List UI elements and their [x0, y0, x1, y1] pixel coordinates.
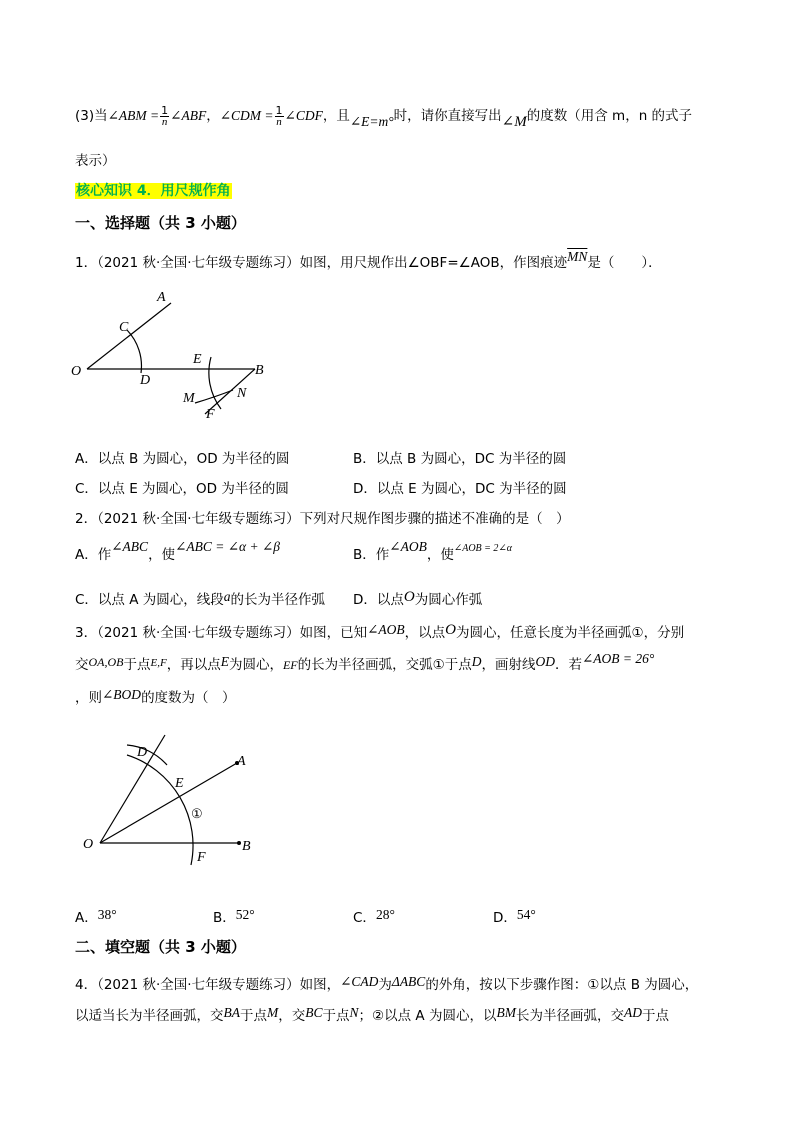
q3-part-sep1: ，: [206, 108, 220, 124]
frac-num: 1: [275, 103, 283, 117]
frac-den: n: [276, 115, 282, 128]
q2-b-pre: B．作: [353, 547, 390, 563]
label-b: B: [242, 839, 251, 854]
q3-a-val: 38°: [97, 907, 117, 922]
q1-option-a[interactable]: A．以点 B 为圆心，OD 为半径的圆: [75, 451, 290, 467]
q2-b-m1: ∠AOB: [389, 539, 427, 554]
q3-part-sep2: ，且: [322, 108, 350, 124]
q3-option-b[interactable]: [213, 906, 255, 926]
q1-stem: [75, 251, 662, 271]
frac-num: 1: [161, 103, 169, 117]
q2-c-post: 的长为半径作弧: [230, 592, 325, 608]
q4-l2-m2: M: [267, 1005, 279, 1020]
q4-l1-a: 4．（2021 秋·全国·七年级专题练习）如图，: [75, 977, 341, 993]
q3-b-pre: B．: [213, 910, 236, 926]
q3-d-val: 54°: [516, 907, 536, 922]
q3-l2-f: ，画射线: [481, 657, 536, 673]
q4-stem-line1: [75, 973, 698, 993]
q1-figure: [65, 285, 285, 425]
section-heading-choice: 一、选择题（共 3 小题）: [75, 214, 246, 232]
q3-part-expr3: ∠E=m°: [349, 114, 394, 129]
arc-mn: [195, 390, 233, 403]
q4-l2-m3: BC: [305, 1005, 323, 1020]
fraction: [275, 105, 284, 128]
q4-l2-b: 于点: [240, 1008, 267, 1024]
q3-l2-m2: E,F: [150, 657, 167, 669]
q2-c-m: a: [223, 589, 231, 604]
q2-b-m2: ∠AOB = 2∠α: [453, 543, 513, 554]
q2-option-c[interactable]: [75, 588, 325, 608]
q4-l2-e: ；②以点 A 为圆心，以: [358, 1008, 497, 1024]
label-o: O: [83, 837, 94, 852]
q3-d-pre: D．: [493, 910, 517, 926]
q3-part-expr4: ∠M: [501, 114, 527, 130]
q2-stem: 2．（2021 秋·全国·七年级专题练习）下列对尺规作图步骤的描述不准确的是（ ）: [75, 511, 570, 527]
fraction: [160, 105, 169, 128]
q3-a-pre: A．: [75, 910, 98, 926]
frac-den: n: [161, 115, 168, 128]
q2-a-mid: ，使: [148, 547, 176, 563]
label-a: A: [157, 290, 166, 305]
q3-c-pre: C．: [353, 910, 376, 926]
q3-l1-c: 为圆心，任意长度为半径画弧①，分别: [455, 625, 685, 641]
label-m: M: [183, 391, 195, 406]
label-c: C: [119, 320, 129, 335]
label-n: N: [237, 386, 247, 401]
q2-a-m1: ∠ABC: [111, 539, 149, 554]
q3-l2-d: 为圆心，: [228, 657, 283, 673]
q4-l2-g: 于点: [641, 1008, 669, 1024]
q4-l2-m5: BM: [496, 1005, 516, 1020]
ray-od: [100, 735, 165, 843]
q3-l1-b: ，以点: [404, 625, 446, 641]
q3-l1-a: 3．（2021 秋·全国·七年级专题练习）如图，已知: [75, 625, 368, 641]
q3-l2-b: 于点: [123, 657, 151, 673]
label-d: D: [140, 373, 151, 388]
q3-part-expr1: ∠ABM =: [107, 108, 160, 123]
q4-l2-m1: BA: [223, 1005, 240, 1020]
q3-c-val: 28°: [375, 907, 395, 922]
q4-l2-c: ，交: [278, 1008, 306, 1024]
q2-option-a[interactable]: [75, 539, 281, 563]
q4-stem-line2: [75, 1004, 669, 1024]
q3-part-line1: [75, 104, 692, 128]
q4-l1-m2: ΔABC: [391, 974, 426, 989]
q3-stem-line2: [75, 653, 654, 673]
label-d: D: [137, 745, 148, 760]
q1-option-c[interactable]: C．以点 E 为圆心，OD 为半径的圆: [75, 481, 289, 497]
label-e: E: [193, 352, 202, 367]
core-knowledge-heading: [75, 180, 232, 200]
q3-l2-m4: EF: [282, 658, 298, 672]
label-f: F: [197, 850, 206, 865]
q2-d-post: 为圆心作弧: [414, 592, 483, 608]
q3-l2-m5: D: [471, 654, 482, 669]
q3-stem-line3: [75, 686, 236, 706]
q3-l3-m1: ∠BOD: [102, 687, 142, 702]
q2-d-m: O: [403, 589, 415, 605]
q3-part-expr1b: ∠ABF: [170, 108, 207, 123]
arc-1: [127, 755, 193, 865]
q2-a-pre: A．作: [75, 547, 112, 563]
q3-l2-m1: OA,OB: [88, 655, 124, 669]
q3-b-val: 52°: [235, 907, 255, 922]
q2-a-m2: ∠ABC = ∠α + ∠β: [175, 539, 281, 554]
q3-l2-m6: OD: [535, 654, 555, 669]
label-e: E: [175, 776, 184, 791]
q3-stem-line1: [75, 621, 684, 642]
q1-arc-mn: $\overline{MN}$: [567, 249, 588, 264]
q4-l2-d: 于点: [322, 1008, 350, 1024]
q4-l2-m4: N: [349, 1005, 359, 1020]
q3-part-expr2: ∠CDM =: [219, 108, 274, 123]
q3-option-a[interactable]: [75, 906, 117, 926]
section-heading-fill: 二、填空题（共 3 小题）: [75, 938, 246, 956]
q3-part-prefix: (3)当: [75, 108, 108, 124]
q2-b-mid: ，使: [426, 547, 454, 563]
q2-option-b[interactable]: [353, 539, 513, 563]
label-b: B: [255, 363, 264, 378]
q3-l2-a: 交: [75, 657, 89, 673]
q3-part-expr2b: ∠CDF: [284, 108, 323, 123]
q4-l2-f: 长为半径画弧，交: [515, 1008, 624, 1024]
q2-option-d[interactable]: [353, 588, 482, 609]
q4-l1-c: 的外角，按以下步骤作图：①以点 B 为圆心，: [425, 977, 699, 993]
q1-stem-a: 1．（2021 秋·全国·七年级专题练习）如图，用尺规作出∠OBF=∠AOB，作图痕迹: [75, 255, 568, 271]
q3-part-line2: 表示）: [75, 153, 116, 169]
point-b: [237, 841, 241, 845]
label-f: F: [206, 407, 215, 422]
q3-option-c[interactable]: [353, 906, 395, 926]
label-o: O: [71, 364, 82, 379]
q3-l2-c: ，再以点: [166, 657, 221, 673]
q3-l2-m3: E: [220, 654, 229, 669]
ray-oa: [87, 303, 171, 369]
core-heading-text: 核心知识 4．用尺规作角: [76, 183, 231, 199]
q2-d-pre: D．以点: [353, 592, 404, 608]
ray-oa: [100, 763, 237, 843]
q3-l2-e: 的长为半径画弧，交弧①于点: [297, 657, 472, 673]
q1-stem-b: 是（ ）．: [587, 255, 662, 271]
q3-part-mid: 时，请你直接写出: [393, 108, 502, 124]
q3-l3-b: 的度数为（ ）: [141, 690, 236, 706]
q4-l1-b: 为: [378, 977, 392, 993]
q3-figure: [75, 715, 275, 875]
label-a: A: [237, 754, 246, 769]
q4-l2-m6: AD: [623, 1005, 642, 1020]
q3-option-d[interactable]: [493, 906, 536, 926]
label-circle-1: ①: [191, 806, 203, 821]
q2-c-pre: C．以点 A 为圆心，线段: [75, 592, 224, 608]
q3-l2-g: ．若: [554, 657, 582, 673]
q1-option-b[interactable]: B．以点 B 为圆心，DC 为半径的圆: [353, 451, 567, 467]
q3-l2-m7: ∠AOB = 26°: [581, 651, 655, 666]
q4-l2-a: 以适当长为半径画弧，交: [75, 1008, 224, 1024]
q3-l1-m2: O: [445, 622, 456, 638]
q3-part-suffix: 的度数（用含 m，n 的式子: [526, 108, 693, 124]
q4-l1-m1: ∠CAD: [340, 974, 379, 989]
q3-l3-a: ，则: [75, 690, 102, 706]
q3-l1-m1: ∠AOB: [367, 622, 405, 637]
q1-option-d[interactable]: D．以点 E 为圆心，DC 为半径的圆: [353, 481, 567, 497]
